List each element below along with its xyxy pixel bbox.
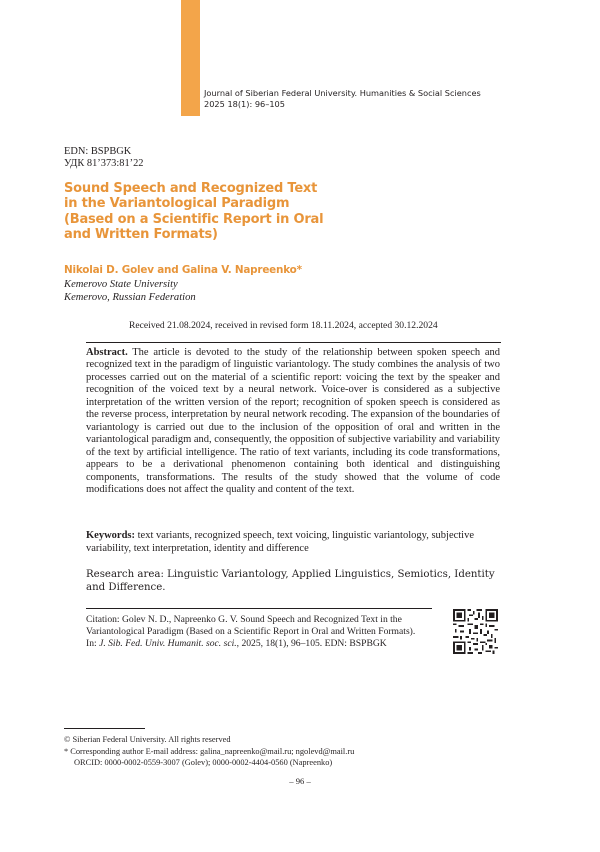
received-dates: Received 21.08.2024, received in revised form 18.11.2024, accepted 30.12.2024 (129, 320, 438, 331)
journal-header (204, 88, 481, 110)
citation-journal: J. Sib. Fed. Univ. Humanit. soc. sci. (99, 637, 237, 649)
abstract-label: Abstract. (86, 347, 128, 358)
citation-line (86, 638, 431, 650)
citation-top-rule (86, 608, 432, 609)
edn-code: EDN: BSPBGK (64, 146, 132, 157)
research-area: Research area: Linguistic Variantology, Applied Linguistics, Semiotics, Identity and Difference. (86, 569, 495, 594)
authors: Nikolai D. Golev and Galina V. Napreenko* (64, 264, 302, 276)
citation-suffix: , 2025, 18(1), 96–105. EDN: BSPBGK (236, 637, 387, 649)
article-title (64, 181, 364, 243)
title-line: (Based on a Scientific Report in Oral (64, 211, 324, 227)
affiliation-location: Kemerovo, Russian Federation (64, 292, 196, 303)
page-number: – 96 – (289, 776, 311, 786)
keywords (86, 530, 500, 555)
journal-issue: 2025 18(1): 96–105 (204, 99, 285, 109)
orcid-note: ORCID: 0000-0002-0559-3007 (Golev); 0000-0002-4404-0560 (Napreenko) (74, 758, 333, 768)
title-line: and Written Formats) (64, 227, 218, 243)
title-line: in the Variantological Paradigm (64, 196, 290, 212)
footnotes (64, 734, 354, 769)
keywords-label: Keywords: (86, 530, 135, 541)
qr-code (453, 609, 498, 654)
corresponding-author-note: * Corresponding author E-mail address: galina_napreenko@mail.ru; ngolevd@mail.ru (64, 746, 355, 756)
keywords-text: text variants, recognized speech, text voicing, linguistic variantology, subjective variability, text interpretation, identity and difference (86, 530, 475, 554)
citation-line: Variantological Paradigm (Based on a Scientific Report in Oral and Written Formats). (86, 625, 416, 637)
affiliation-university: Kemerovo State University (64, 279, 178, 290)
citation (86, 614, 431, 649)
footnote-rule (64, 728, 145, 729)
title-line: Sound Speech and Recognized Text (64, 181, 318, 196)
abstract-top-rule (86, 342, 501, 343)
citation-prefix: In: (86, 637, 97, 649)
citation-line: Citation: Golev N. D., Napreenko G. V. Sound Speech and Recognized Text in the (86, 614, 402, 625)
journal-name: Journal of Siberian Federal University. Humanities & Social Sciences (204, 88, 481, 98)
copyright-note: © Siberian Federal University. All rights reserved (64, 735, 231, 744)
header-accent-bar (181, 0, 200, 116)
abstract (86, 347, 500, 496)
abstract-text: The article is devoted to the study of the relationship between spoken speech and recognized text in the paradigm of linguistic variantology. The study combines the analysis of two processes carried out on the material of a scientific report: voicing the text by the speaker and recognition of the voiced text by a neural network. Voice-over is considered as a subjective interpretation of the written version of the report; recognition of spoken speech is considered as the reverse process, interpretation by neural network recoding. The expansion of the boundaries of variantology is carried out due to the inclusion of the opposition of oral and written in the variantological paradigm and, consequently, the opposition of subjective variability and variability of the text by artificial intelligence. The ratio of text variants, including its code transformations, appears to be a derivational phenomenon containing both identical and distinguishing components, transformations. The results of the study showed that the volume of code modifications does not affect the quality and content of the text. (86, 347, 501, 495)
udk-code: УДК 81’373:81’22 (64, 158, 144, 169)
